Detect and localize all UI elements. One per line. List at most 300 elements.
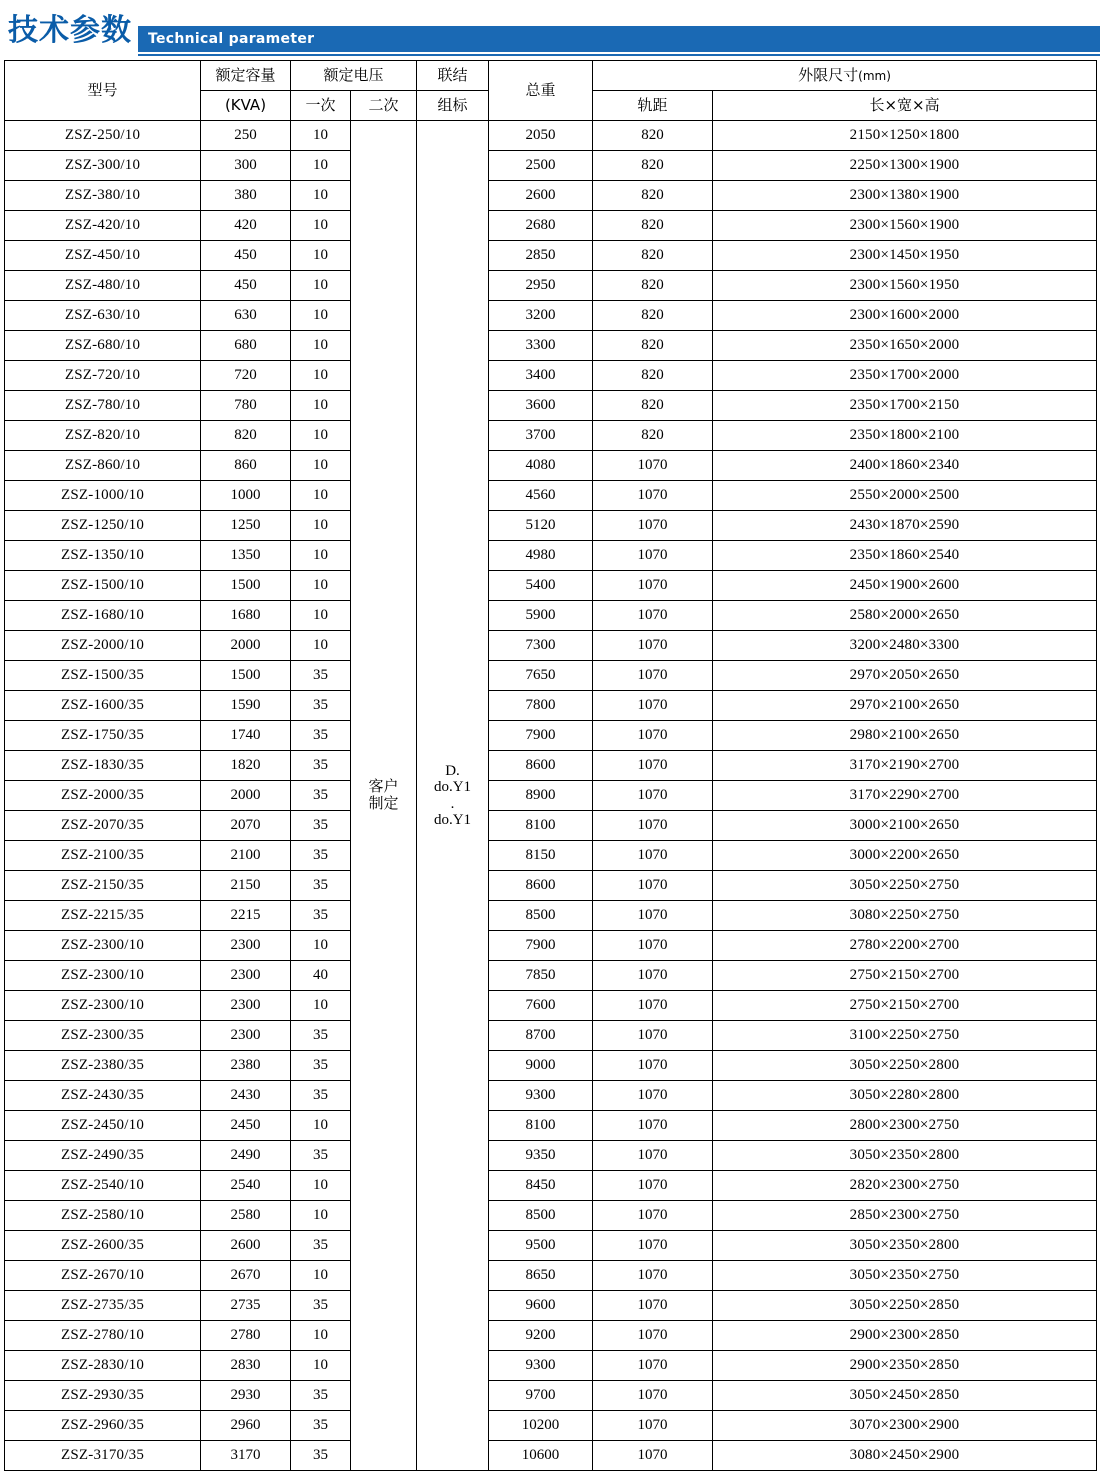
cell-voltage-primary: 35 [291, 901, 351, 931]
table-row [5, 241, 1097, 271]
cell-voltage-primary: 35 [291, 1141, 351, 1171]
table-row [5, 1261, 1097, 1291]
cell-model: ZSZ-300/10 [5, 151, 201, 181]
cell-capacity: 2450 [201, 1111, 291, 1141]
table-row [5, 121, 1097, 151]
cell-model: ZSZ-2300/35 [5, 1021, 201, 1051]
cell-capacity: 2430 [201, 1081, 291, 1111]
cell-voltage-primary: 10 [291, 331, 351, 361]
cell-model: ZSZ-2960/35 [5, 1411, 201, 1441]
cell-capacity: 2300 [201, 931, 291, 961]
cell-weight: 8600 [489, 751, 593, 781]
cell-capacity: 680 [201, 331, 291, 361]
cell-capacity: 2540 [201, 1171, 291, 1201]
secondary-note-line-1: 客户 [368, 779, 399, 795]
table-row [5, 691, 1097, 721]
cell-capacity: 2150 [201, 871, 291, 901]
cell-voltage-primary: 10 [291, 511, 351, 541]
col-header-capacity: 额定容量 [201, 61, 291, 91]
cell-voltage-primary: 10 [291, 931, 351, 961]
cell-capacity: 820 [201, 421, 291, 451]
cell-capacity: 1350 [201, 541, 291, 571]
cell-capacity: 2070 [201, 811, 291, 841]
cell-model: ZSZ-1500/35 [5, 661, 201, 691]
cell-lwh: 3050×2350×2800 [713, 1231, 1097, 1261]
col-header-outline-text: 外限尺寸 [798, 66, 859, 85]
col-header-voltage-primary: 一次 [291, 91, 351, 121]
cell-capacity: 2960 [201, 1411, 291, 1441]
cell-model: ZSZ-480/10 [5, 271, 201, 301]
cell-capacity: 2300 [201, 1021, 291, 1051]
cell-capacity: 2780 [201, 1321, 291, 1351]
cell-lwh: 3170×2190×2700 [713, 751, 1097, 781]
cell-lwh: 2800×2300×2750 [713, 1111, 1097, 1141]
cell-capacity: 2100 [201, 841, 291, 871]
cell-weight: 9200 [489, 1321, 593, 1351]
cell-weight: 9000 [489, 1051, 593, 1081]
col-header-outline [593, 61, 1097, 91]
cell-weight: 8900 [489, 781, 593, 811]
cell-model: ZSZ-380/10 [5, 181, 201, 211]
cell-gauge: 1070 [593, 1051, 713, 1081]
cell-voltage-primary: 10 [291, 151, 351, 181]
cell-weight: 7900 [489, 931, 593, 961]
cell-weight: 3700 [489, 421, 593, 451]
cell-voltage-primary: 35 [291, 1021, 351, 1051]
cell-weight: 3300 [489, 331, 593, 361]
cell-lwh: 3050×2250×2850 [713, 1291, 1097, 1321]
cell-weight: 7800 [489, 691, 593, 721]
header-row-1 [5, 61, 1097, 91]
cell-gauge: 1070 [593, 691, 713, 721]
cell-gauge: 820 [593, 181, 713, 211]
cell-lwh: 2150×1250×1800 [713, 121, 1097, 151]
cell-gauge: 820 [593, 301, 713, 331]
cell-gauge: 1070 [593, 901, 713, 931]
cell-gauge: 1070 [593, 1081, 713, 1111]
cell-gauge: 1070 [593, 601, 713, 631]
cell-model: ZSZ-2600/35 [5, 1231, 201, 1261]
cell-capacity: 2000 [201, 631, 291, 661]
cell-lwh: 3000×2100×2650 [713, 811, 1097, 841]
table-row [5, 181, 1097, 211]
cell-weight: 9600 [489, 1291, 593, 1321]
cell-lwh: 2970×2050×2650 [713, 661, 1097, 691]
cell-lwh: 3080×2450×2900 [713, 1441, 1097, 1471]
cell-model: ZSZ-2300/10 [5, 991, 201, 1021]
cell-gauge: 1070 [593, 1141, 713, 1171]
cell-model: ZSZ-2450/10 [5, 1111, 201, 1141]
cell-gauge: 1070 [593, 541, 713, 571]
cell-lwh: 3000×2200×2650 [713, 841, 1097, 871]
cell-gauge: 820 [593, 331, 713, 361]
cell-lwh: 2350×1800×2100 [713, 421, 1097, 451]
cell-weight: 9350 [489, 1141, 593, 1171]
cell-gauge: 820 [593, 271, 713, 301]
cell-voltage-primary: 10 [291, 301, 351, 331]
cell-gauge: 1070 [593, 481, 713, 511]
cell-model: ZSZ-3170/35 [5, 1441, 201, 1471]
cell-weight: 9700 [489, 1381, 593, 1411]
cell-gauge: 1070 [593, 811, 713, 841]
cell-voltage-primary: 35 [291, 751, 351, 781]
cell-gauge: 820 [593, 241, 713, 271]
header-accent-bar [138, 26, 1100, 52]
cell-capacity: 2580 [201, 1201, 291, 1231]
cell-gauge: 1070 [593, 1441, 713, 1471]
table-row [5, 301, 1097, 331]
cell-gauge: 1070 [593, 841, 713, 871]
cell-weight: 9300 [489, 1351, 593, 1381]
cell-capacity: 1680 [201, 601, 291, 631]
cell-model: ZSZ-2150/35 [5, 871, 201, 901]
cell-model: ZSZ-1680/10 [5, 601, 201, 631]
cell-model: ZSZ-1750/35 [5, 721, 201, 751]
cell-model: ZSZ-1350/10 [5, 541, 201, 571]
cell-voltage-primary: 35 [291, 871, 351, 901]
group-note-line-2: do.Y1 [433, 779, 472, 795]
cell-gauge: 1070 [593, 991, 713, 1021]
cell-voltage-primary: 10 [291, 241, 351, 271]
cell-model: ZSZ-2100/35 [5, 841, 201, 871]
cell-capacity: 720 [201, 361, 291, 391]
cell-voltage-primary: 35 [291, 661, 351, 691]
cell-gauge: 1070 [593, 451, 713, 481]
cell-gauge: 820 [593, 211, 713, 241]
cell-model: ZSZ-1600/35 [5, 691, 201, 721]
cell-voltage-primary: 35 [291, 1291, 351, 1321]
cell-lwh: 2580×2000×2650 [713, 601, 1097, 631]
table-row [5, 1201, 1097, 1231]
group-note-line-1: D. [445, 762, 460, 779]
cell-capacity: 630 [201, 301, 291, 331]
table-row [5, 211, 1097, 241]
cell-capacity: 1820 [201, 751, 291, 781]
cell-model: ZSZ-1250/10 [5, 511, 201, 541]
col-header-voltage: 额定电压 [291, 61, 417, 91]
cell-capacity: 780 [201, 391, 291, 421]
table-row [5, 481, 1097, 511]
cell-gauge: 1070 [593, 781, 713, 811]
cell-weight: 4080 [489, 451, 593, 481]
cell-weight: 5400 [489, 571, 593, 601]
cell-voltage-primary: 10 [291, 1201, 351, 1231]
cell-lwh: 2900×2350×2850 [713, 1351, 1097, 1381]
cell-voltage-primary: 35 [291, 1051, 351, 1081]
cell-model: ZSZ-860/10 [5, 451, 201, 481]
cell-gauge: 1070 [593, 1381, 713, 1411]
cell-model: ZSZ-1000/10 [5, 481, 201, 511]
cell-lwh: 2250×1300×1900 [713, 151, 1097, 181]
col-header-group-line1: 联结 [417, 61, 489, 91]
table-row [5, 1171, 1097, 1201]
cell-model: ZSZ-1830/35 [5, 751, 201, 781]
cell-gauge: 1070 [593, 661, 713, 691]
cell-lwh: 3080×2250×2750 [713, 901, 1097, 931]
cell-weight: 7850 [489, 961, 593, 991]
cell-lwh: 2750×2150×2700 [713, 961, 1097, 991]
table-row [5, 871, 1097, 901]
cell-gauge: 1070 [593, 1351, 713, 1381]
cell-lwh: 2400×1860×2340 [713, 451, 1097, 481]
cell-voltage-primary: 10 [291, 361, 351, 391]
cell-lwh: 3200×2480×3300 [713, 631, 1097, 661]
table-row [5, 781, 1097, 811]
cell-model: ZSZ-2000/10 [5, 631, 201, 661]
cell-gauge: 820 [593, 121, 713, 151]
cell-lwh: 3050×2350×2750 [713, 1261, 1097, 1291]
cell-lwh: 3100×2250×2750 [713, 1021, 1097, 1051]
cell-voltage-primary: 35 [291, 811, 351, 841]
cell-gauge: 1070 [593, 751, 713, 781]
col-header-capacity-unit: (KVA) [201, 91, 291, 121]
cell-weight: 2680 [489, 211, 593, 241]
cell-gauge: 820 [593, 391, 713, 421]
table-row [5, 931, 1097, 961]
cell-voltage-primary: 35 [291, 1411, 351, 1441]
cell-weight: 5120 [489, 511, 593, 541]
cell-capacity: 3170 [201, 1441, 291, 1471]
table-row [5, 991, 1097, 1021]
cell-gauge: 1070 [593, 871, 713, 901]
col-header-group-line2: 组标 [417, 91, 489, 121]
table-row [5, 1291, 1097, 1321]
cell-model: ZSZ-2300/10 [5, 961, 201, 991]
cell-lwh: 2750×2150×2700 [713, 991, 1097, 1021]
cell-lwh: 3050×2250×2750 [713, 871, 1097, 901]
cell-lwh: 2430×1870×2590 [713, 511, 1097, 541]
cell-capacity: 2215 [201, 901, 291, 931]
cell-weight: 3200 [489, 301, 593, 331]
cell-weight: 7300 [489, 631, 593, 661]
table-row [5, 721, 1097, 751]
cell-capacity: 2600 [201, 1231, 291, 1261]
table-row [5, 361, 1097, 391]
cell-weight: 2050 [489, 121, 593, 151]
specification-table [4, 60, 1097, 1471]
cell-voltage-primary: 10 [291, 1351, 351, 1381]
col-header-voltage-secondary: 二次 [351, 91, 417, 121]
cell-voltage-primary: 35 [291, 841, 351, 871]
cell-weight: 8100 [489, 1111, 593, 1141]
cell-lwh: 2350×1700×2150 [713, 391, 1097, 421]
cell-gauge: 1070 [593, 1171, 713, 1201]
cell-model: ZSZ-2000/35 [5, 781, 201, 811]
cell-weight: 10600 [489, 1441, 593, 1471]
cell-model: ZSZ-2215/35 [5, 901, 201, 931]
cell-capacity: 450 [201, 241, 291, 271]
table-row [5, 1111, 1097, 1141]
table-row [5, 421, 1097, 451]
cell-capacity: 2490 [201, 1141, 291, 1171]
cell-voltage-primary: 10 [291, 541, 351, 571]
cell-model: ZSZ-2490/35 [5, 1141, 201, 1171]
cell-lwh: 2780×2200×2700 [713, 931, 1097, 961]
cell-model: ZSZ-2735/35 [5, 1291, 201, 1321]
cell-lwh: 2300×1560×1900 [713, 211, 1097, 241]
cell-gauge: 1070 [593, 931, 713, 961]
cell-weight: 8150 [489, 841, 593, 871]
table-row [5, 1351, 1097, 1381]
cell-gauge: 1070 [593, 511, 713, 541]
table-row [5, 1051, 1097, 1081]
cell-voltage-primary: 10 [291, 421, 351, 451]
table-row [5, 1321, 1097, 1351]
cell-weight: 8100 [489, 811, 593, 841]
table-row [5, 151, 1097, 181]
table-row [5, 571, 1097, 601]
cell-model: ZSZ-2380/35 [5, 1051, 201, 1081]
cell-weight: 2950 [489, 271, 593, 301]
cell-weight: 8650 [489, 1261, 593, 1291]
cell-weight: 8700 [489, 1021, 593, 1051]
cell-capacity: 1250 [201, 511, 291, 541]
cell-gauge: 1070 [593, 1291, 713, 1321]
cell-voltage-primary: 10 [291, 121, 351, 151]
cell-weight: 8500 [489, 1201, 593, 1231]
table-row [5, 1441, 1097, 1471]
table-row [5, 1081, 1097, 1111]
cell-capacity: 300 [201, 151, 291, 181]
cell-capacity: 1500 [201, 661, 291, 691]
cell-model: ZSZ-250/10 [5, 121, 201, 151]
cell-voltage-primary: 35 [291, 781, 351, 811]
table-row [5, 601, 1097, 631]
table-row [5, 1141, 1097, 1171]
cell-weight: 7900 [489, 721, 593, 751]
cell-weight: 8600 [489, 871, 593, 901]
cell-voltage-primary: 10 [291, 211, 351, 241]
cell-capacity: 250 [201, 121, 291, 151]
cell-voltage-primary: 35 [291, 1381, 351, 1411]
cell-gauge: 1070 [593, 1021, 713, 1051]
table-row [5, 541, 1097, 571]
cell-gauge: 1070 [593, 1411, 713, 1441]
cell-gauge: 820 [593, 361, 713, 391]
cell-voltage-primary: 10 [291, 601, 351, 631]
cell-weight: 8500 [489, 901, 593, 931]
cell-weight: 7600 [489, 991, 593, 1021]
cell-gauge: 1070 [593, 1321, 713, 1351]
cell-weight: 2850 [489, 241, 593, 271]
cell-model: ZSZ-2780/10 [5, 1321, 201, 1351]
cell-capacity: 1590 [201, 691, 291, 721]
cell-weight: 4560 [489, 481, 593, 511]
cell-model: ZSZ-2930/35 [5, 1381, 201, 1411]
cell-weight: 3400 [489, 361, 593, 391]
cell-gauge: 1070 [593, 1111, 713, 1141]
cell-voltage-primary: 10 [291, 1111, 351, 1141]
cell-weight: 2600 [489, 181, 593, 211]
cell-weight: 4980 [489, 541, 593, 571]
group-note-line-3: . [450, 795, 455, 812]
cell-voltage-primary: 10 [291, 271, 351, 301]
cell-capacity: 1000 [201, 481, 291, 511]
cell-gauge: 1070 [593, 631, 713, 661]
group-note-line-4: do.Y1 [433, 812, 472, 828]
cell-lwh: 3050×2280×2800 [713, 1081, 1097, 1111]
cell-capacity: 1740 [201, 721, 291, 751]
cell-lwh: 2350×1860×2540 [713, 541, 1097, 571]
cell-voltage-primary: 10 [291, 1261, 351, 1291]
table-row [5, 391, 1097, 421]
cell-voltage-primary: 10 [291, 991, 351, 1021]
col-header-gauge: 轨距 [593, 91, 713, 121]
table-row [5, 631, 1097, 661]
cell-model: ZSZ-2430/35 [5, 1081, 201, 1111]
cell-lwh: 2970×2100×2650 [713, 691, 1097, 721]
cell-capacity: 2300 [201, 961, 291, 991]
cell-voltage-primary: 10 [291, 571, 351, 601]
cell-model: ZSZ-680/10 [5, 331, 201, 361]
col-header-lwh: 长×宽×高 [713, 91, 1097, 121]
table-row [5, 451, 1097, 481]
cell-gauge: 1070 [593, 721, 713, 751]
cell-voltage-primary: 35 [291, 691, 351, 721]
cell-capacity: 1500 [201, 571, 291, 601]
table-row [5, 1231, 1097, 1261]
table-row [5, 661, 1097, 691]
cell-model: ZSZ-2830/10 [5, 1351, 201, 1381]
cell-lwh: 2300×1450×1950 [713, 241, 1097, 271]
table-row [5, 811, 1097, 841]
cell-voltage-primary: 40 [291, 961, 351, 991]
cell-model: ZSZ-2540/10 [5, 1171, 201, 1201]
cell-weight: 9300 [489, 1081, 593, 1111]
cell-lwh: 2350×1650×2000 [713, 331, 1097, 361]
cell-capacity: 450 [201, 271, 291, 301]
cell-lwh: 2900×2300×2850 [713, 1321, 1097, 1351]
cell-gauge: 1070 [593, 571, 713, 601]
cell-voltage-primary: 35 [291, 721, 351, 751]
cell-capacity: 2735 [201, 1291, 291, 1321]
cell-capacity: 2930 [201, 1381, 291, 1411]
cell-weight: 3600 [489, 391, 593, 421]
cell-lwh: 3050×2250×2800 [713, 1051, 1097, 1081]
cell-capacity: 2380 [201, 1051, 291, 1081]
cell-model: ZSZ-2580/10 [5, 1201, 201, 1231]
cell-lwh: 2300×1380×1900 [713, 181, 1097, 211]
cell-gauge: 820 [593, 421, 713, 451]
cell-group-note [417, 121, 489, 1471]
cell-lwh: 2850×2300×2750 [713, 1201, 1097, 1231]
cell-weight: 7650 [489, 661, 593, 691]
cell-model: ZSZ-1500/10 [5, 571, 201, 601]
cell-model: ZSZ-450/10 [5, 241, 201, 271]
cell-lwh: 3050×2450×2850 [713, 1381, 1097, 1411]
cell-gauge: 820 [593, 151, 713, 181]
cell-voltage-primary: 35 [291, 1081, 351, 1111]
table-row [5, 751, 1097, 781]
cell-voltage-primary: 10 [291, 631, 351, 661]
page-title-en: Technical parameter [148, 31, 315, 47]
table-row [5, 271, 1097, 301]
page-title-cn: 技术参数 [8, 13, 132, 48]
cell-capacity: 2830 [201, 1351, 291, 1381]
cell-weight: 5900 [489, 601, 593, 631]
cell-capacity: 420 [201, 211, 291, 241]
cell-lwh: 3070×2300×2900 [713, 1411, 1097, 1441]
cell-model: ZSZ-2670/10 [5, 1261, 201, 1291]
cell-weight: 9500 [489, 1231, 593, 1261]
cell-model: ZSZ-420/10 [5, 211, 201, 241]
cell-lwh: 2450×1900×2600 [713, 571, 1097, 601]
cell-model: ZSZ-820/10 [5, 421, 201, 451]
cell-voltage-primary: 10 [291, 1171, 351, 1201]
cell-model: ZSZ-630/10 [5, 301, 201, 331]
cell-gauge: 1070 [593, 1261, 713, 1291]
table-head [5, 61, 1097, 121]
